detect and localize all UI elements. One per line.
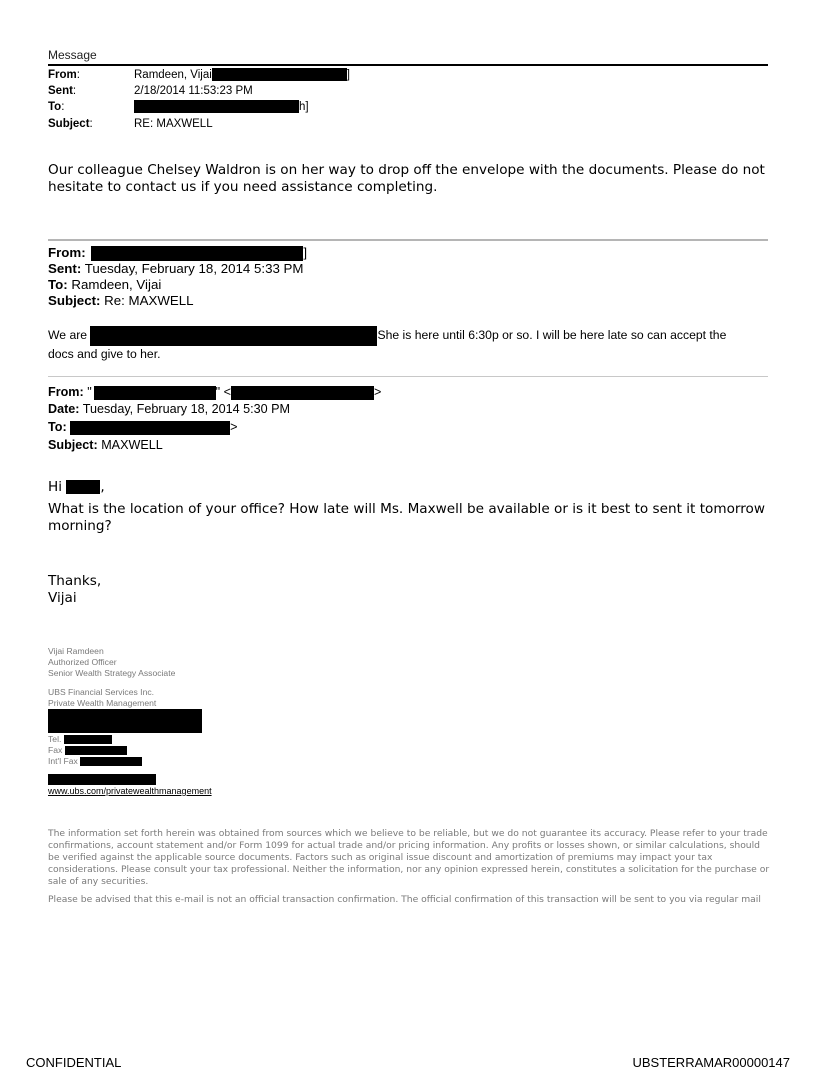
subject-label: Subject bbox=[48, 118, 90, 130]
quote2-from-label: From: bbox=[48, 385, 84, 399]
quote2-subject-value: MAXWELL bbox=[101, 438, 163, 452]
intl-fax-label: Int'l Fax bbox=[48, 756, 78, 766]
message-body: Our colleague Chelsey Waldron is on her way to drop off the envelope with the documents. Please do not hesitate to contact us if you need assistance completing. bbox=[48, 162, 765, 195]
fax-label: Fax bbox=[48, 745, 63, 755]
quote2-subject-row bbox=[48, 437, 163, 453]
bates-number: UBSTERRAMAR00000147 bbox=[632, 1055, 790, 1070]
redaction-block bbox=[64, 735, 112, 744]
quote1-sent-label: Sent: bbox=[48, 261, 82, 276]
to-label: To bbox=[48, 101, 62, 113]
signature-intl-fax-row bbox=[48, 756, 142, 767]
sent-label: Sent bbox=[48, 85, 73, 97]
quote1-from-tail: ] bbox=[303, 245, 308, 260]
signature-title: Authorized Officer bbox=[48, 657, 117, 667]
redaction-block bbox=[80, 757, 142, 766]
greeting bbox=[48, 479, 768, 496]
quote1-body-start: We are bbox=[48, 328, 88, 343]
redaction-block bbox=[48, 774, 156, 785]
quote2-from-q1: " bbox=[87, 385, 92, 399]
header-subject-row: Subject: RE: MAXWELL bbox=[48, 118, 213, 130]
redaction-block bbox=[94, 386, 216, 400]
message-section-label: Message bbox=[48, 48, 97, 62]
subject-value: RE: MAXWELL bbox=[134, 118, 213, 130]
from-label: From bbox=[48, 69, 77, 81]
redaction-block bbox=[70, 421, 230, 435]
redaction-block bbox=[66, 480, 100, 494]
quote1-body bbox=[48, 326, 768, 364]
signature-fax-row bbox=[48, 745, 127, 756]
signature-company: UBS Financial Services Inc. bbox=[48, 687, 155, 697]
quote1-body-rest: She is here until 6:30p or so. I will be here late so can accept the bbox=[377, 328, 727, 343]
header-divider bbox=[48, 64, 768, 66]
quote2-subject-label: Subject: bbox=[48, 438, 98, 452]
redaction-block bbox=[231, 386, 374, 400]
quote1-body-line2: docs and give to her. bbox=[48, 347, 161, 361]
quote2-from-row bbox=[48, 384, 381, 400]
signature-division: Private Wealth Management bbox=[48, 698, 157, 708]
quote-divider bbox=[48, 239, 768, 241]
question-text: What is the location of your office? How late will Ms. Maxwell be available or is it best to sent it tomorrow morning? bbox=[48, 501, 765, 534]
quote1-sent-row bbox=[48, 261, 304, 277]
redaction-block bbox=[91, 246, 303, 261]
greeting-comma: , bbox=[100, 479, 105, 495]
disclaimer-paragraph: Please be advised that this e-mail is not an official transaction confirmation. The official confirmation of this transaction will be sent to you via regular mail bbox=[48, 894, 761, 905]
quote2-date-label: Date: bbox=[48, 402, 80, 416]
redaction-block bbox=[212, 68, 347, 81]
signature-tel-row bbox=[48, 734, 112, 745]
from-value: Ramdeen, Vijai bbox=[134, 69, 212, 81]
quote-divider bbox=[48, 376, 768, 377]
thanks-text: Thanks, bbox=[48, 573, 102, 589]
signature-name: Vijai Ramdeen bbox=[48, 646, 104, 656]
quote1-subject-value: Re: MAXWELL bbox=[104, 293, 194, 308]
redaction-block bbox=[90, 326, 377, 346]
redaction-block bbox=[134, 100, 299, 113]
to-tail: h] bbox=[299, 101, 309, 113]
sender-name: Vijai bbox=[48, 590, 77, 606]
from-tail: ] bbox=[346, 69, 350, 81]
sent-value: 2/18/2014 11:53:23 PM bbox=[134, 85, 253, 97]
quote1-sent-value: Tuesday, February 18, 2014 5:33 PM bbox=[84, 261, 304, 276]
quote2-date-value: Tuesday, February 18, 2014 5:30 PM bbox=[82, 402, 290, 416]
redaction-block bbox=[65, 746, 127, 755]
quote1-subject-row bbox=[48, 293, 194, 309]
tel-label: Tel. bbox=[48, 734, 62, 744]
signature-title: Senior Wealth Strategy Associate bbox=[48, 668, 176, 678]
quote1-subject-label: Subject: bbox=[48, 293, 101, 308]
quote2-to-tail: > bbox=[230, 420, 238, 434]
quote1-to-value: Ramdeen, Vijai bbox=[71, 277, 162, 292]
header-to-row: To: h] bbox=[48, 101, 309, 113]
quote1-from-label: From: bbox=[48, 245, 86, 260]
quote2-from-q2: " < bbox=[215, 385, 231, 399]
quote1-to-row bbox=[48, 277, 161, 293]
quote2-to-row bbox=[48, 419, 238, 435]
quote2-date-row bbox=[48, 401, 290, 417]
website-link[interactable]: www.ubs.com/privatewealthmanagement bbox=[48, 786, 212, 796]
quote1-to-label: To: bbox=[48, 277, 68, 292]
quote2-to-label: To: bbox=[48, 420, 67, 434]
greeting-hi: Hi bbox=[48, 479, 62, 495]
quote2-from-q3: > bbox=[374, 385, 382, 399]
header-from-row: From: Ramdeen, Vijai ] bbox=[48, 69, 350, 81]
confidential-label: CONFIDENTIAL bbox=[26, 1055, 122, 1070]
header-sent-row: Sent: 2/18/2014 11:53:23 PM bbox=[48, 85, 253, 97]
disclaimer-paragraph: The information set forth herein was obtained from sources which we believe to be reliable, but we do not guarantee its accuracy. Please refer to your trade confirmations, account statement and/or Form 1099 for actual trade and/or pricing information. Any profits or losses shown, or similar calculations, should be verified against the applicable source documents. Factors such as original issue discount and amortization of premiums may impact your tax considerations. Please consult your tax professional. Neither the information, nor any opinion expressed herein, constitutes a solicitation for the purchase or sale of any securities. bbox=[48, 828, 770, 887]
quote1-from-row bbox=[48, 245, 307, 261]
redaction-block bbox=[48, 709, 202, 733]
